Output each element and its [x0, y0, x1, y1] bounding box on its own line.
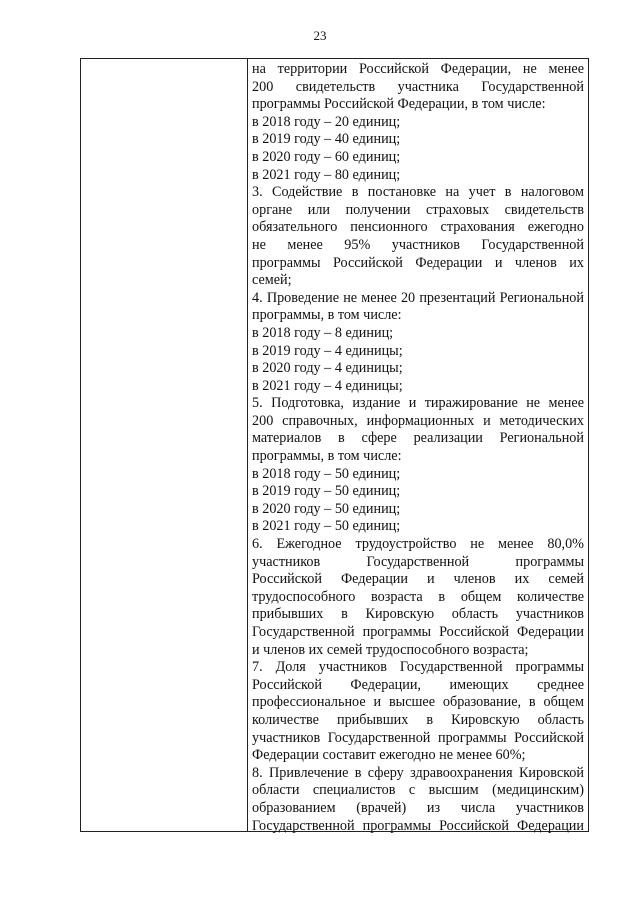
text-line: Государственной программы Российской Федерации [252, 817, 584, 834]
text-line: Российской Федерации и членов их семей [252, 571, 584, 588]
text-line: программы, в том числе: [252, 307, 402, 324]
text-line: образованием (врачей) из числа участников [252, 799, 584, 816]
text-line: в 2018 году – 50 единиц; [252, 465, 401, 482]
text-line: на территории Российской Федерации, не менее [252, 61, 584, 77]
text-line: количестве прибывших в Кировскую область [252, 711, 584, 728]
text-line: материалов в сфере реализации Региональной [252, 430, 584, 447]
text-line: области специалистов с высшим (медицинским) [252, 782, 584, 799]
text-line: 3. Содействие в постановке на учет в налоговом [252, 184, 584, 201]
text-line: 5. Подготовка, издание и тиражирование не менее [252, 395, 584, 412]
text-line: и членов их семей трудоспособного возраста; [252, 641, 529, 658]
text-line: 4. Проведение не менее 20 презентаций Региональной [252, 289, 584, 306]
text-line: 6. Ежегодное трудоустройство не менее 80,0% [252, 536, 584, 553]
text-line: 200 свидетельств участника Государственной [252, 78, 584, 95]
text-line: в 2018 году – 20 единиц; [252, 113, 401, 130]
table-right-cell [249, 59, 588, 834]
text-line: 7. Доля участников Государственной программы [252, 659, 584, 676]
text-line: участников Государственной программы Российской [252, 729, 584, 746]
text-line: 8. Привлечение в сферу здравоохранения Кировской [252, 764, 584, 781]
text-line: программы, в том числе: [252, 448, 402, 465]
text-line: в 2021 году – 4 единицы; [252, 377, 403, 394]
text-line: в 2018 году – 8 единиц; [252, 324, 394, 341]
text-line: в 2019 году – 50 единиц; [252, 483, 401, 500]
text-line: профессиональное и высшее образование, в общем [252, 694, 584, 711]
text-line: 200 справочных, информационных и методических [252, 412, 584, 429]
text-line: не менее 95% участников Государственной [252, 236, 584, 253]
text-line: прибывших в Кировскую область участников [252, 606, 584, 623]
text-line: Государственной программы Российской Федерации [252, 624, 584, 640]
text-line: в 2021 году – 80 единиц; [252, 166, 401, 183]
text-line: органе или получении страховых свидетельств [252, 201, 584, 218]
document-table [80, 58, 589, 832]
text-line: в 2020 году – 4 единицы; [252, 360, 403, 377]
text-line: в 2020 году – 60 единиц; [252, 148, 401, 165]
text-line: в 2020 году – 50 единиц; [252, 500, 401, 517]
text-line: участников Государственной программы [252, 553, 584, 570]
page-number: 23 [313, 28, 327, 43]
text-line: обязательного пенсионного страхования ежегодно [252, 219, 584, 236]
text-line: семей; [252, 272, 292, 289]
table-left-cell [81, 59, 248, 831]
text-line: программы Российской Федерации, в том числе: [252, 96, 546, 113]
text-line: Российской Федерации, имеющих среднее [252, 676, 584, 693]
text-line: Федерации составит ежегодно не менее 60%; [252, 747, 526, 764]
text-line: трудоспособного возраста в общем количестве [252, 588, 584, 605]
text-line: в 2019 году – 4 единицы; [252, 342, 403, 359]
text-line: в 2019 году – 40 единиц; [252, 131, 401, 148]
text-line: в 2021 году – 50 единиц; [252, 518, 401, 535]
text-line: программы Российской Федерации и членов их [252, 254, 584, 271]
